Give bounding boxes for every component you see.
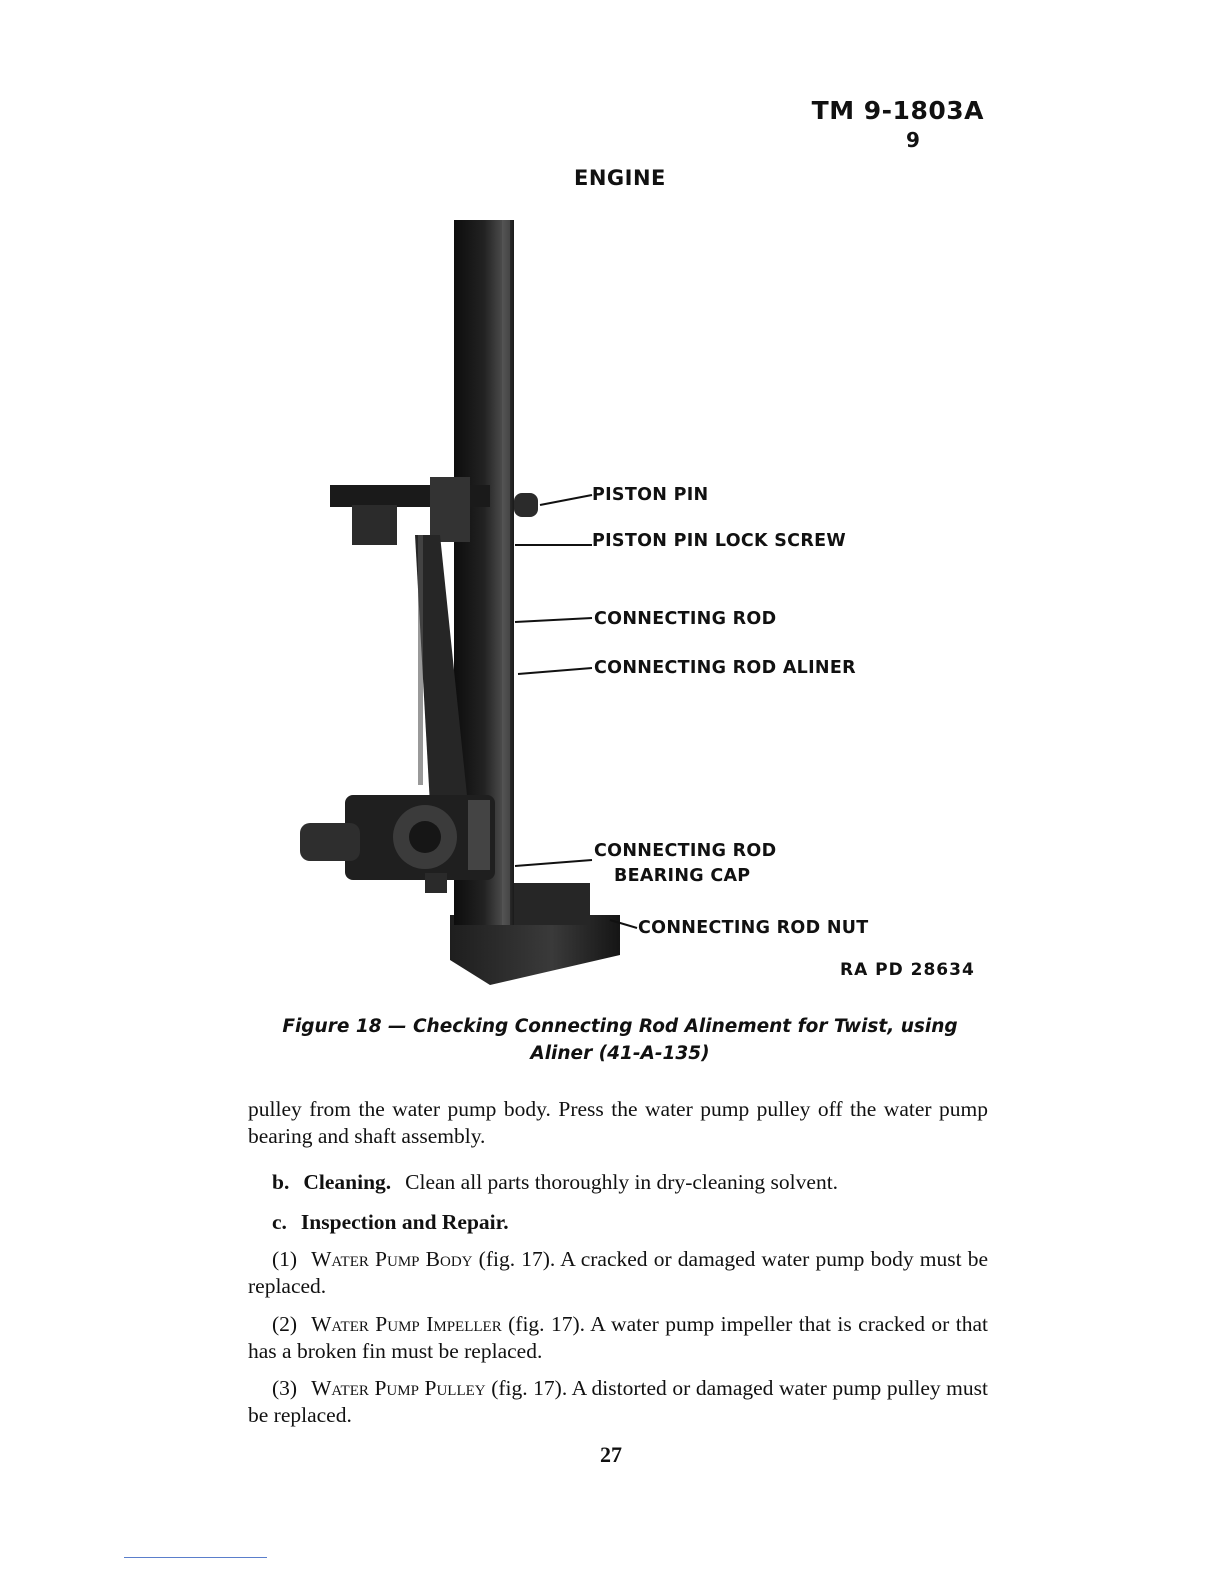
callout-connecting-rod: CONNECTING ROD (594, 609, 777, 629)
inspection-label: c. (272, 1210, 287, 1234)
item-text: (fig. 17). A cracked or damaged water pump body must be replaced. (248, 1247, 988, 1298)
callout-piston-pin-lock-screw: PISTON PIN LOCK SCREW (592, 531, 846, 551)
item-title: Water Pump Impeller (311, 1312, 502, 1336)
item-title: Water Pump Body (311, 1247, 473, 1271)
caption-line-2: Aliner (41-A-135) (530, 1043, 710, 1064)
cleaning-paragraph (248, 1169, 988, 1196)
item-title: Water Pump Pulley (311, 1376, 486, 1400)
item-number: (1) (272, 1247, 298, 1271)
list-item (248, 1246, 988, 1300)
inspection-paragraph (248, 1209, 988, 1236)
big-end-assembly (300, 795, 495, 880)
callout-connecting-rod-aliner: CONNECTING ROD ALINER (594, 658, 856, 678)
list-item (248, 1311, 988, 1365)
item-number: (3) (272, 1376, 298, 1400)
page-number: 27 (600, 1442, 622, 1467)
continuation-paragraph: pulley from the water pump body. Press the water pump pulley off the water pump bearing and shaft assembly. (248, 1097, 988, 1148)
section-title: ENGINE (574, 166, 666, 190)
callout-connecting-rod-nut: CONNECTING ROD NUT (638, 918, 869, 938)
paragraph-number: 9 (906, 128, 920, 152)
item-number: (2) (272, 1312, 298, 1336)
list-item (248, 1375, 988, 1429)
item-text: (fig. 17). A distorted or damaged water pump pulley must be replaced. (248, 1376, 988, 1427)
callout-bearing-cap-line2: BEARING CAP (614, 866, 751, 886)
callout-piston-pin: PISTON PIN (592, 485, 709, 505)
cleaning-label: b. (272, 1170, 290, 1194)
connecting-rod-nut-shape (425, 873, 447, 893)
cleaning-text: Clean all parts thoroughly in dry-cleaning solvent. (405, 1170, 839, 1194)
inspection-heading: Inspection and Repair. (300, 1210, 509, 1234)
ra-number: RA PD 28634 (840, 960, 975, 980)
cleaning-heading: Cleaning. (303, 1170, 392, 1194)
footer-rule (124, 1557, 267, 1558)
item-text: (fig. 17). A water pump impeller that is cracked or that has a broken fin must be replaced. (248, 1312, 988, 1363)
aliner-photo (290, 215, 620, 990)
figure-caption (250, 1013, 990, 1067)
callout-bearing-cap-line1: CONNECTING ROD (594, 841, 777, 861)
tm-number: TM 9-1803A (811, 96, 984, 125)
caption-line-1: Figure 18 — Checking Connecting Rod Alinement for Twist, using (282, 1016, 958, 1037)
